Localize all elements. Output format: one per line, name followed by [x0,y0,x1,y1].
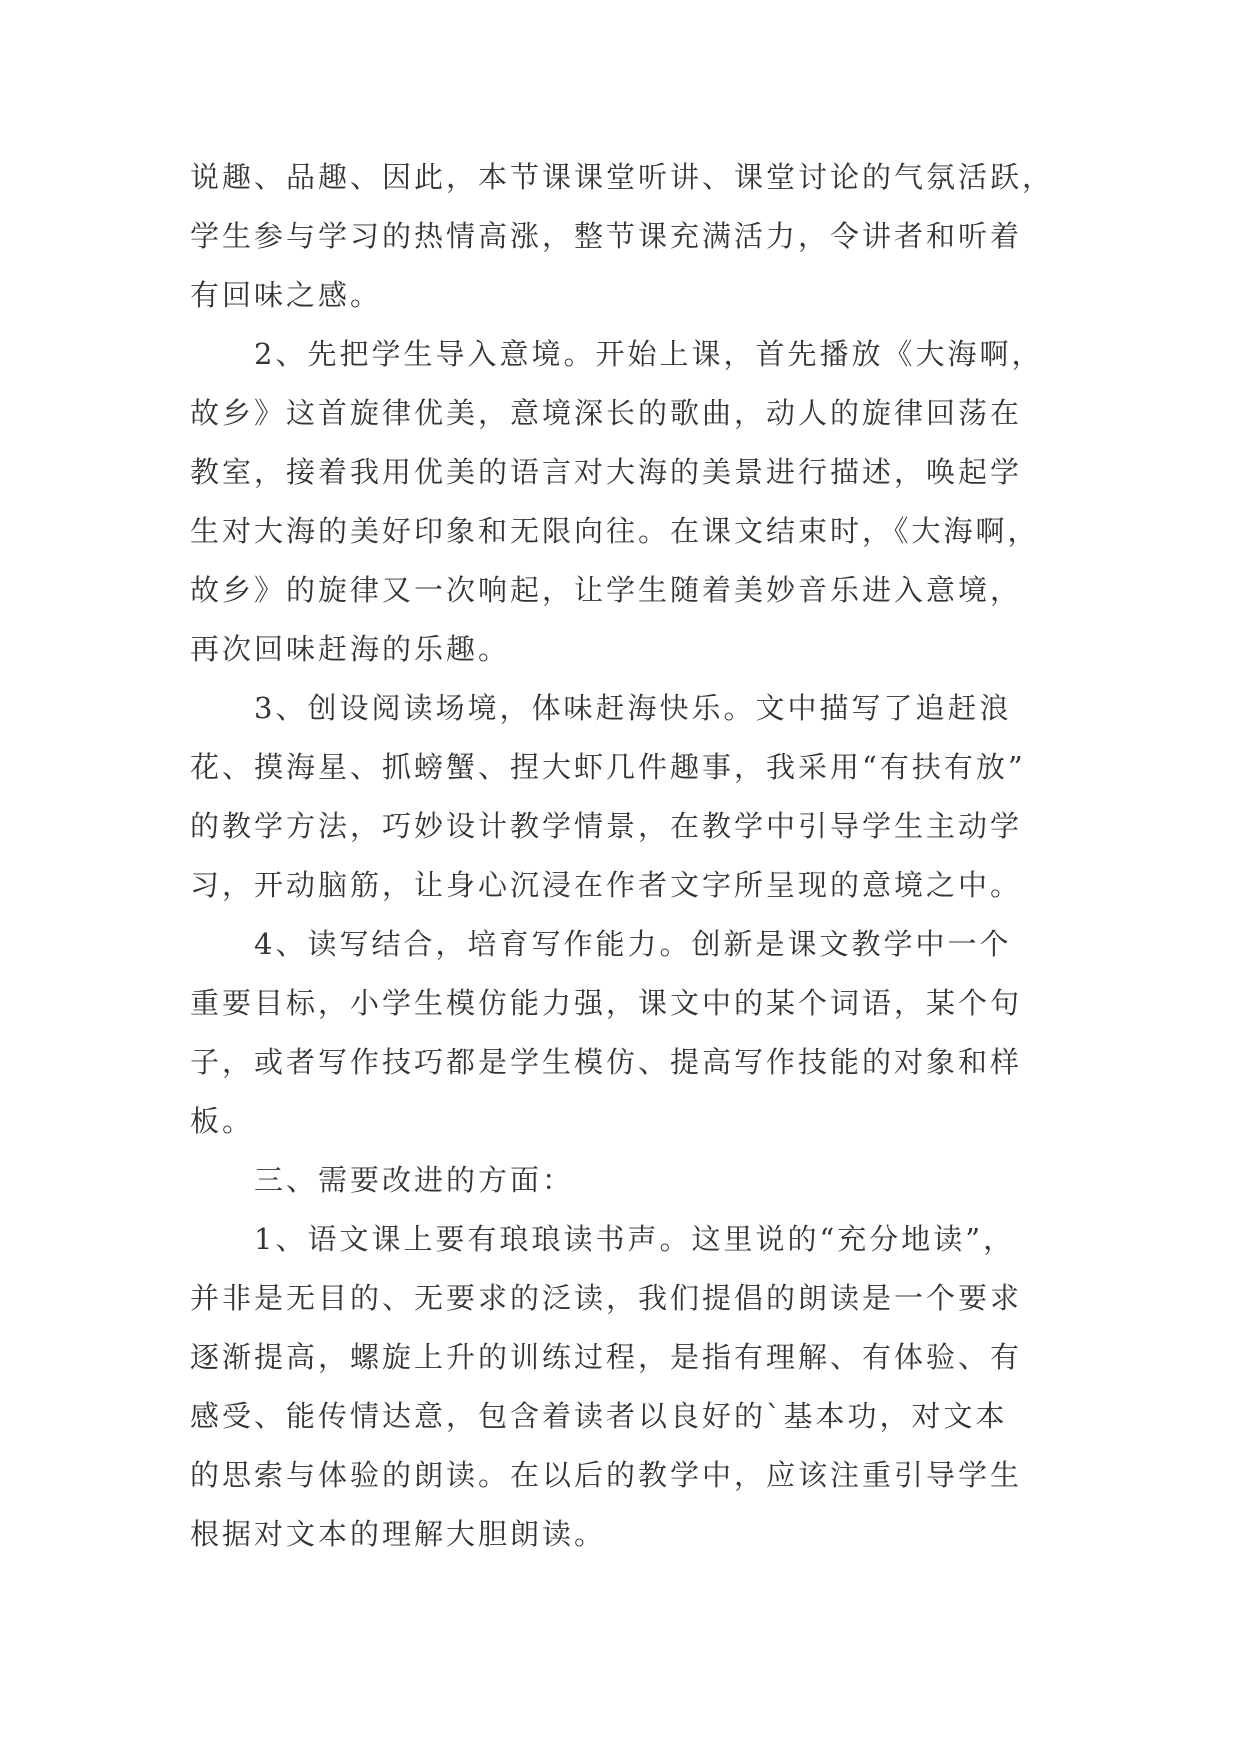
text-line: 故乡》的旋律又一次响起，让学生随着美妙音乐进入意境， [190,573,1023,607]
text-line: 1、语文课上要有琅琅读书声。这里说的“充分地读”， [190,1222,1016,1256]
text-line: 有回味之感。 [190,278,383,312]
text-line: 生对大海的美好印象和无限向往。在课文结束时，《大海啊， [190,514,1040,548]
body-text [190,148,1060,1564]
text-line: 逐渐提高，螺旋上升的训练过程，是指有理解、有体验、有 [190,1340,1023,1374]
text-line: 板。 [190,1104,255,1138]
text-line: 3、创设阅读场境，体味赶海快乐。文中描写了追赶浪 [190,691,1012,725]
text-line: 4、读写结合，培育写作能力。创新是课文教学中一个 [190,927,1012,961]
text-line: 并非是无目的、无要求的泛读，我们提倡的朗读是一个要求 [190,1281,1023,1315]
text-line: 感受、能传情达意，包含着读者以良好的`基本功，对文本 [190,1399,1008,1433]
text-line: 2、先把学生导入意境。开始上课，首先播放《大海啊， [190,337,1044,371]
text-line: 说趣、品趣、因此，本节课课堂听讲、课堂讨论的气氛活跃， [190,160,1055,194]
text-line: 子，或者写作技巧都是学生模仿、提高写作技能的对象和样 [190,1045,1023,1079]
text-line: 教室，接着我用优美的语言对大海的美景进行描述，唤起学 [190,455,1023,489]
text-line: 三、需要改进的方面： [190,1163,575,1197]
text-line: 的教学方法，巧妙设计教学情景，在教学中引导学生主动学 [190,809,1023,843]
text-line: 学生参与学习的热情高涨，整节课充满活力，令讲者和听着 [190,219,1023,253]
text-line: 花、摸海星、抓螃蟹、捏大虾几件趣事，我采用“有扶有放” [190,750,1026,784]
text-line: 再次回味赶海的乐趣。 [190,632,511,666]
text-line: 根据对文本的理解大胆朗读。 [190,1517,607,1551]
text-line: 习，开动脑筋，让身心沉浸在作者文字所呈现的意境之中。 [190,868,1023,902]
text-line: 重要目标，小学生模仿能力强，课文中的某个词语，某个句 [190,986,1023,1020]
text-line: 故乡》这首旋律优美，意境深长的歌曲，动人的旋律回荡在 [190,396,1023,430]
text-line: 的思索与体验的朗读。在以后的教学中，应该注重引导学生 [190,1458,1023,1492]
